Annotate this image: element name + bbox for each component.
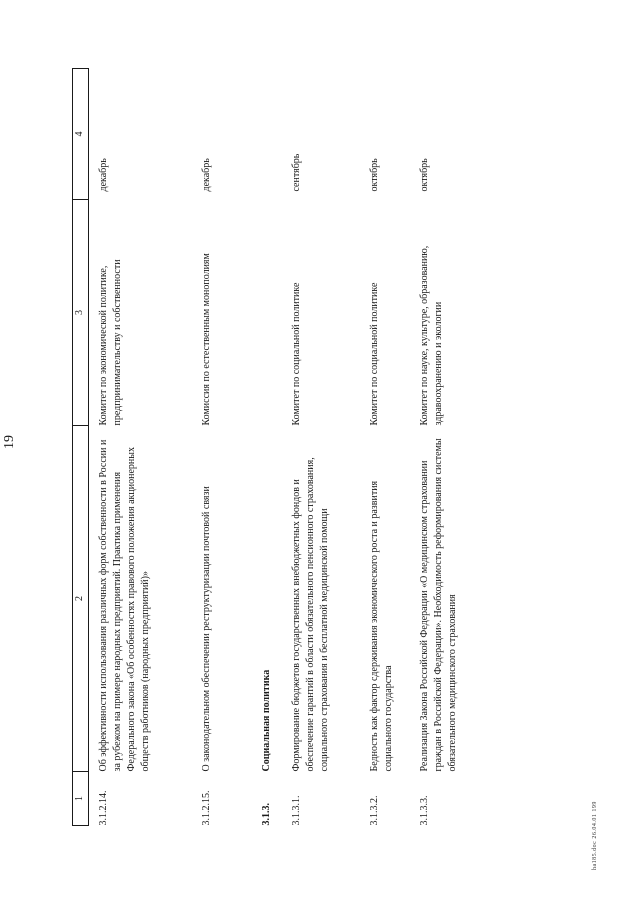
item-number: 3.1.2.14. [98,790,109,826]
item-description: Формирование бюджетов государственных внебюджетных фондов и обеспечение гарантий в области обязательного пенсионного страхования, социального страхования и бесплатной медицинской помощи [291,457,330,772]
item-responsible: Комитет по науке, культуре, образованию, здравоохранению и экологии [419,245,444,426]
plan-table [72,68,478,826]
column-header-1: 1 [73,772,89,826]
item-number: 3.1.3.1. [291,795,302,826]
table-row [192,69,252,826]
item-description: Бедность как фактор сдерживания экономического роста и развития социального государства [369,480,394,772]
item-description: Реализация Закона Российской Федерации «О медицинском страховании граждан в Российской Федерации». Необходимость реформирования системы обязательного медицинского страхования [419,438,458,772]
item-number: 3.1.3.3. [419,795,430,826]
item-responsible: Комитет по экономической политике, предпринимательству и собственности [98,259,123,426]
section-title: Социальная политика [261,669,272,772]
print-footer-mark: hа185.doc 26.04.01 199 [592,801,598,870]
item-responsible [252,200,282,426]
item-deadline: октябрь [419,158,430,192]
item-deadline: декабрь [98,158,109,192]
table-row [282,69,360,826]
column-header-2: 2 [73,426,89,772]
item-number: 3.1.2.15. [201,790,212,826]
item-deadline: сентябрь [291,153,302,192]
table-row [89,69,193,826]
item-description: О законодательном обеспечении реструктуризации почтовой связи [201,486,212,772]
item-deadline [252,69,282,200]
table-row [360,69,410,826]
table-row [410,69,478,826]
item-description: Об эффективности использования различных форм собственности в России и за рубежом на примере народных предприятий. Практика применения Федерального закона «Об особенностях правового положения акционерных обществ работников (народных предприятий)» [98,439,151,772]
item-responsible: Комитет по социальной политике [369,282,380,426]
page-number: 19 [2,435,17,449]
item-number: 3.1.3.2. [369,795,380,826]
item-deadline: декабрь [201,158,212,192]
column-header-3: 3 [73,200,89,426]
section-heading-row [252,69,282,826]
item-responsible: Комиссия по естественным монополиям [201,253,212,426]
item-responsible: Комитет по социальной политике [291,282,302,426]
column-header-4: 4 [73,69,89,200]
item-deadline: октябрь [369,158,380,192]
section-number: 3.1.3. [261,803,272,826]
table-header-row [73,69,89,826]
